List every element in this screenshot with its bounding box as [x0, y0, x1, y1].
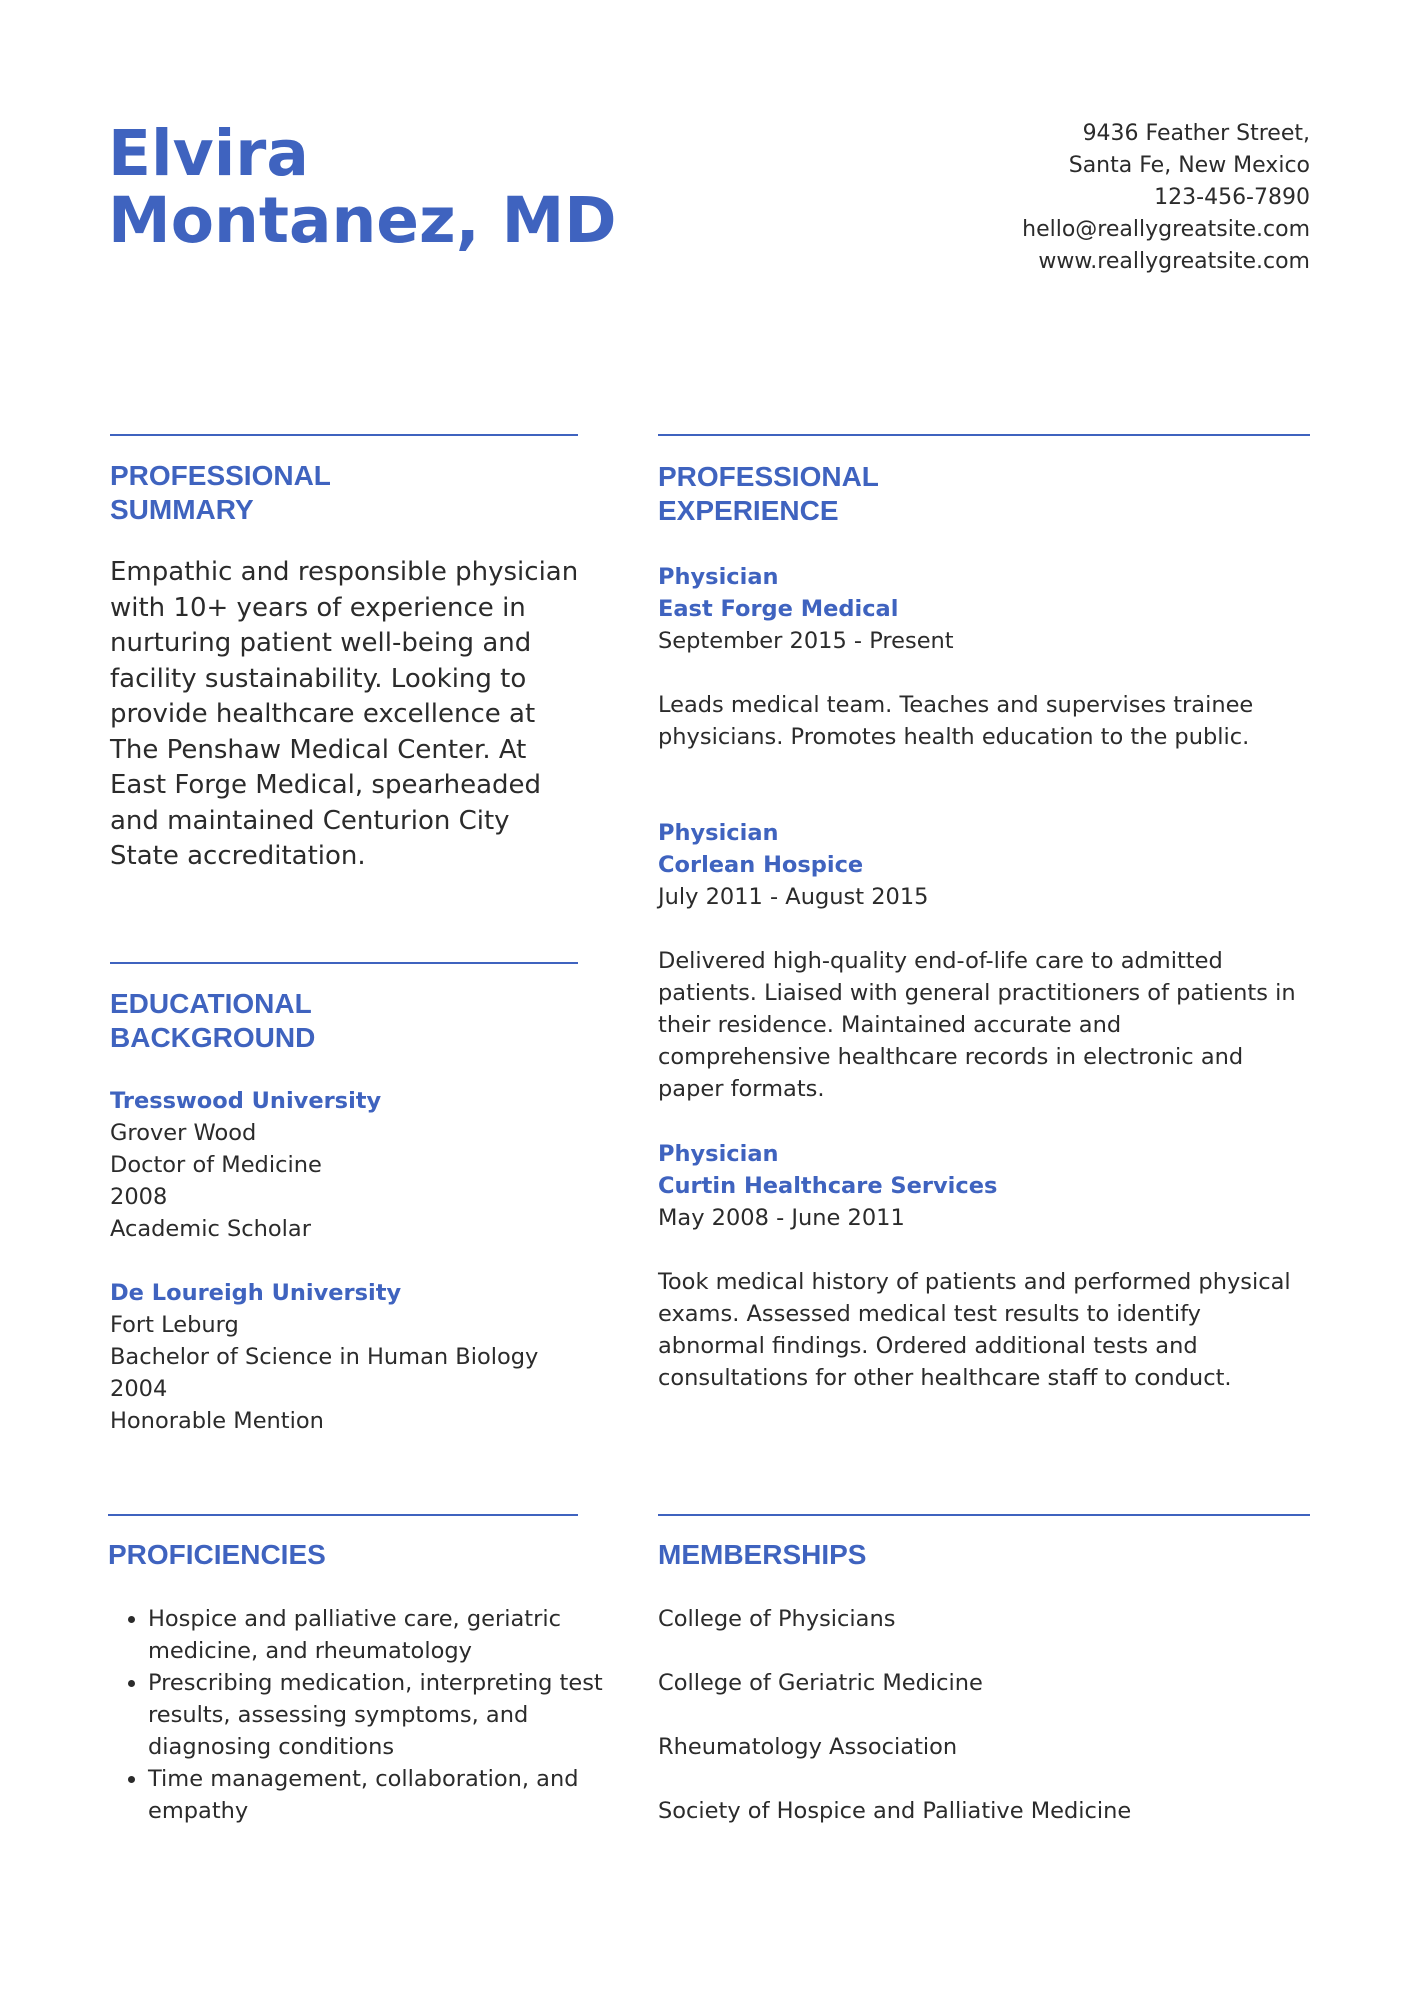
resume-name: [108, 117, 617, 257]
list-item: College of Geriatric Medicine: [658, 1670, 983, 1696]
school-location: Fort Leburg: [110, 1312, 239, 1338]
school-year: 2004: [110, 1376, 168, 1402]
school-degree: Bachelor of Science in Human Biology: [110, 1344, 539, 1370]
school-honor: Academic Scholar: [110, 1216, 311, 1242]
job-title: Physician: [658, 820, 779, 846]
school-year: 2008: [110, 1184, 168, 1210]
proficiencies-list: [110, 1603, 618, 1827]
contact-website[interactable]: www.reallygreatsite.com: [1038, 249, 1310, 274]
school-degree: Doctor of Medicine: [110, 1152, 322, 1178]
memberships-heading: MEMBERSHIPS: [658, 1539, 867, 1570]
name-line-1: Elvira: [108, 117, 309, 190]
job-description: Leads medical team. Teaches and supervises trainee physicians. Promotes health education to the public.: [658, 692, 1254, 750]
experience-item: [658, 1138, 1298, 1394]
contact-email[interactable]: hello@reallygreatsite.com: [1022, 217, 1310, 242]
job-dates: September 2015 - Present: [658, 628, 954, 654]
education-item: [110, 1085, 381, 1245]
job-dates: July 2011 - August 2015: [658, 884, 929, 910]
job-company: Curtin Healthcare Services: [658, 1173, 998, 1199]
job-description: Delivered high-quality end-of-life care to admitted patients. Liaised with general practitioners of patients in their residence. Maintained accurate and comprehensive healthcare records in electronic and paper formats.: [658, 948, 1296, 1102]
list-item: Society of Hospice and Palliative Medicine: [658, 1798, 1132, 1824]
job-company: Corlean Hospice: [658, 852, 864, 878]
proficiencies-heading: PROFICIENCIES: [108, 1539, 326, 1570]
summary-text: Empathic and responsible physician with 10+ years of experience in nurturing patient well-being and facility sustainability. Looking to provide healthcare excellence at The Penshaw Medical Center. At East Forge Medical, spearheaded and maintained Centurion City State accreditation.: [110, 557, 579, 871]
job-title: Physician: [658, 564, 779, 590]
experience-item: [658, 817, 1298, 1105]
contact-address-line-2: Santa Fe, New Mexico: [1068, 153, 1310, 178]
experience-heading: PROFESSIONAL EXPERIENCE: [658, 461, 879, 526]
school-name: Tresswood University: [110, 1088, 382, 1114]
list-item: • Hospice and palliative care, geriatric medicine, and rheumatology: [148, 1603, 618, 1667]
list-item: • Prescribing medication, interpreting test results, assessing symptoms, and diagnosing conditions: [148, 1667, 618, 1763]
contact-phone: 123-456-7890: [1154, 185, 1310, 210]
memberships-list: [658, 1603, 1131, 1859]
education-item: [110, 1277, 538, 1437]
summary-divider: [110, 434, 578, 436]
experience-item: [658, 561, 1298, 753]
list-item: • Time management, collaboration, and empathy: [148, 1763, 618, 1827]
summary-heading: PROFESSIONAL SUMMARY: [110, 460, 331, 525]
job-company: East Forge Medical: [658, 596, 899, 622]
job-description: Took medical history of patients and performed physical exams. Assessed medical test results to identify abnormal findings. Ordered additional tests and consultations for other healthcare staff to conduct.: [658, 1269, 1291, 1391]
contact-address-line-1: 9436 Feather Street,: [1082, 121, 1310, 146]
education-divider: [110, 962, 578, 964]
name-line-2: Montanez, MD: [108, 184, 617, 257]
contact-info: [1022, 118, 1310, 278]
education-heading: EDUCATIONAL BACKGROUND: [110, 988, 316, 1053]
list-item: College of Physicians: [658, 1606, 896, 1632]
school-name: De Loureigh University: [110, 1280, 402, 1306]
list-item: Rheumatology Association: [658, 1734, 958, 1760]
school-location: Grover Wood: [110, 1120, 257, 1146]
job-title: Physician: [658, 1141, 779, 1167]
proficiencies-divider: [108, 1514, 578, 1516]
experience-divider: [658, 434, 1310, 436]
job-dates: May 2008 - June 2011: [658, 1205, 905, 1231]
memberships-divider: [658, 1514, 1310, 1516]
school-honor: Honorable Mention: [110, 1408, 324, 1434]
